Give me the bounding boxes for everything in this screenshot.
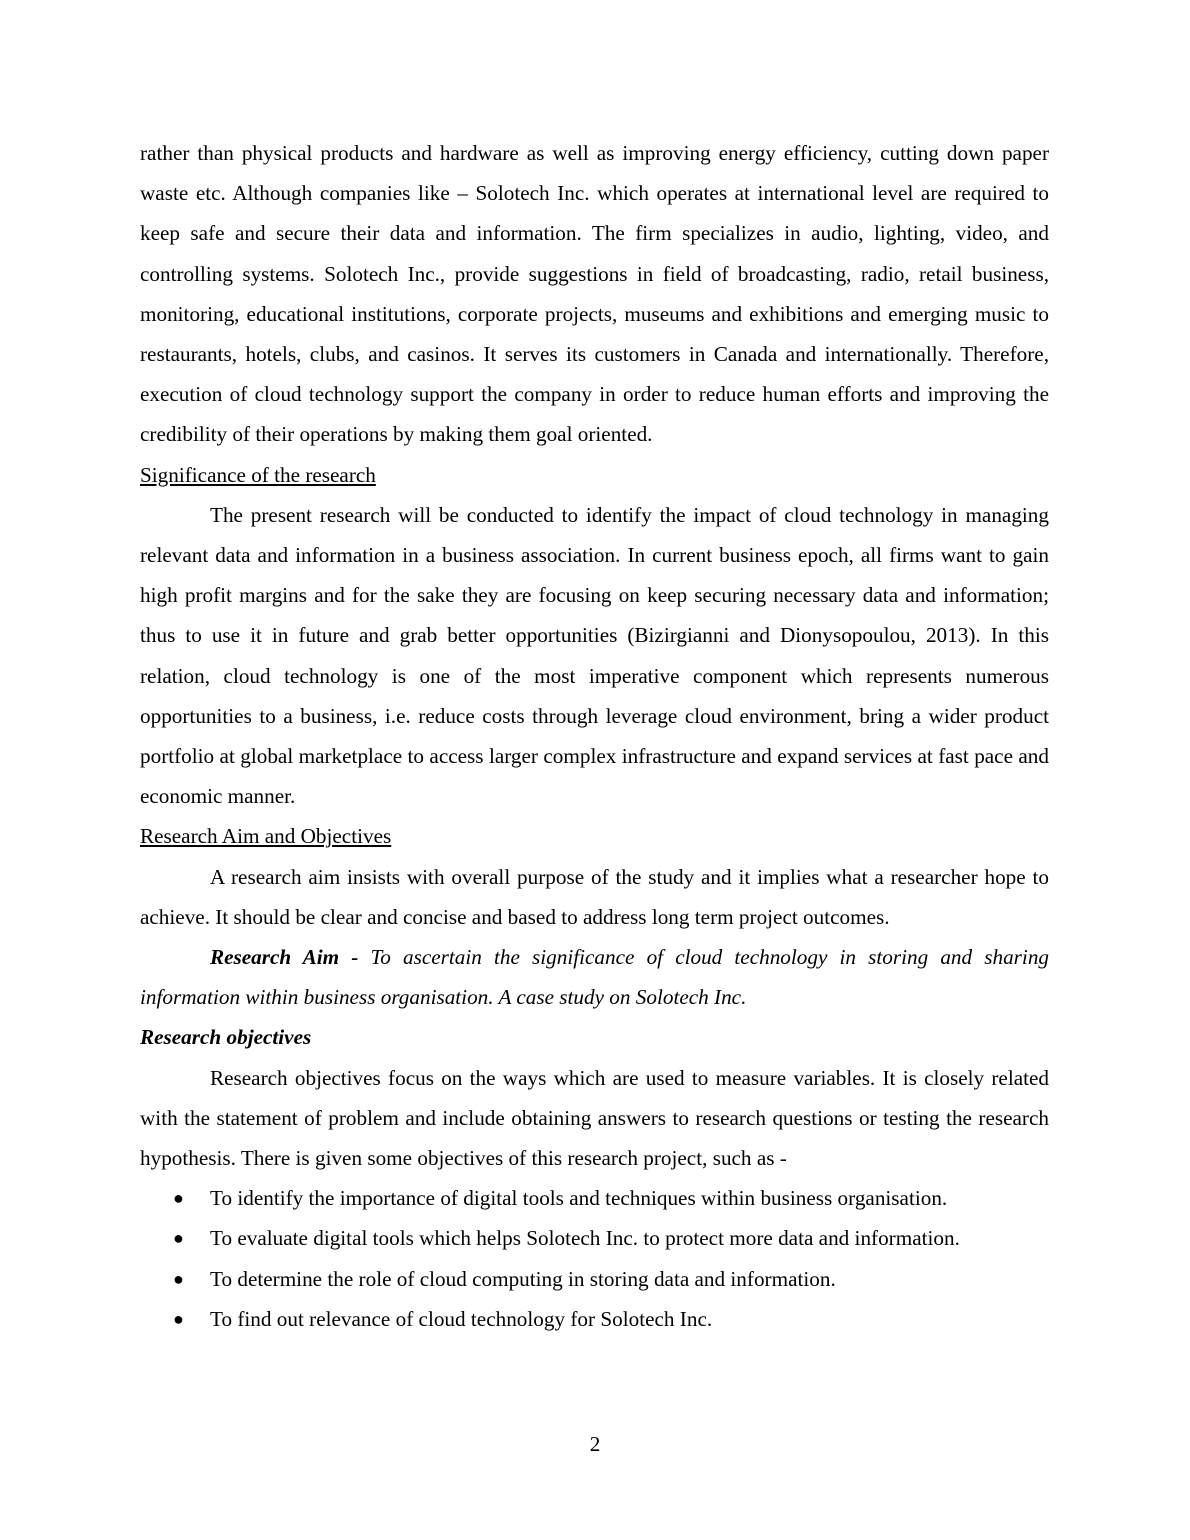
objective-item <box>140 1299 1049 1339</box>
intro-paragraph: rather than physical products and hardware as well as improving energy efficiency, cutting down paper waste etc. Although companies like – Solotech Inc. which operates at international level are required to keep safe and secure their data and information. The firm specializes in audio, lighting, video, and controlling systems. Solotech Inc., provide suggestions in field of broadcasting, radio, retail business, monitoring, educational institutions, corporate projects, museums and exhibitions and emerging music to restaurants, hotels, clubs, and casinos. It serves its customers in Canada and internationally. Therefore, execution of cloud technology support the company in order to reduce human efforts and improving the credibility of their operations by making them goal oriented. <box>140 141 1049 447</box>
page-body <box>140 133 1049 1339</box>
bullet-icon: ● <box>173 1188 184 1209</box>
objective-item <box>140 1218 1049 1258</box>
bullet-icon: ● <box>173 1228 184 1249</box>
significance-paragraph: The present research will be conducted to identify the impact of cloud technology in managing relevant data and information in a business association. In current business epoch, all firms want to gain high profit margins and for the sake they are focusing on keep securing necessary data and information; thus to use it in future and grab better opportunities (Bizirgianni and Dionysopoulou, 2013). In this relation, cloud technology is one of the most imperative component which represents numerous opportunities to a business, i.e. reduce costs through leverage cloud environment, bring a wider product portfolio at global marketplace to access larger complex infrastructure and expand services at fast pace and economic manner. <box>140 502 1049 809</box>
objectives-list <box>140 1178 1049 1339</box>
page-number: 2 <box>589 1432 601 1456</box>
objective-text: To identify the importance of digital tools and techniques within business organisation. <box>210 1186 948 1211</box>
objectives-heading: Research objectives <box>140 1025 312 1050</box>
research-aim-text: To ascertain the significance of cloud technology in storing and sharing information within business organisation. A case study on Solotech Inc. <box>140 945 1050 1010</box>
research-aim-paragraph <box>140 937 1049 1017</box>
objective-text: To determine the role of cloud computing in storing data and information. <box>210 1266 836 1291</box>
research-aim-label: Research Aim - <box>210 945 359 970</box>
objective-item <box>140 1259 1049 1299</box>
aim-objectives-heading: Research Aim and Objectives <box>140 824 392 849</box>
significance-heading: Significance of the research <box>140 462 376 487</box>
objective-text: To find out relevance of cloud technology for Solotech Inc. <box>210 1306 713 1331</box>
bullet-icon: ● <box>173 1268 184 1289</box>
bullet-icon: ● <box>173 1308 184 1329</box>
objectives-paragraph: Research objectives focus on the ways which are used to measure variables. It is closely related with the statement of problem and include obtaining answers to research questions or testing the research hypothesis. There is given some objectives of this research project, such as - <box>140 1065 1049 1171</box>
aim-intro-paragraph: A research aim insists with overall purpose of the study and it implies what a researcher hope to achieve. It should be clear and concise and based to address long term project outcomes. <box>140 864 1049 929</box>
objective-text: To evaluate digital tools which helps Solotech Inc. to protect more data and information. <box>210 1226 960 1251</box>
objective-item <box>140 1178 1049 1218</box>
